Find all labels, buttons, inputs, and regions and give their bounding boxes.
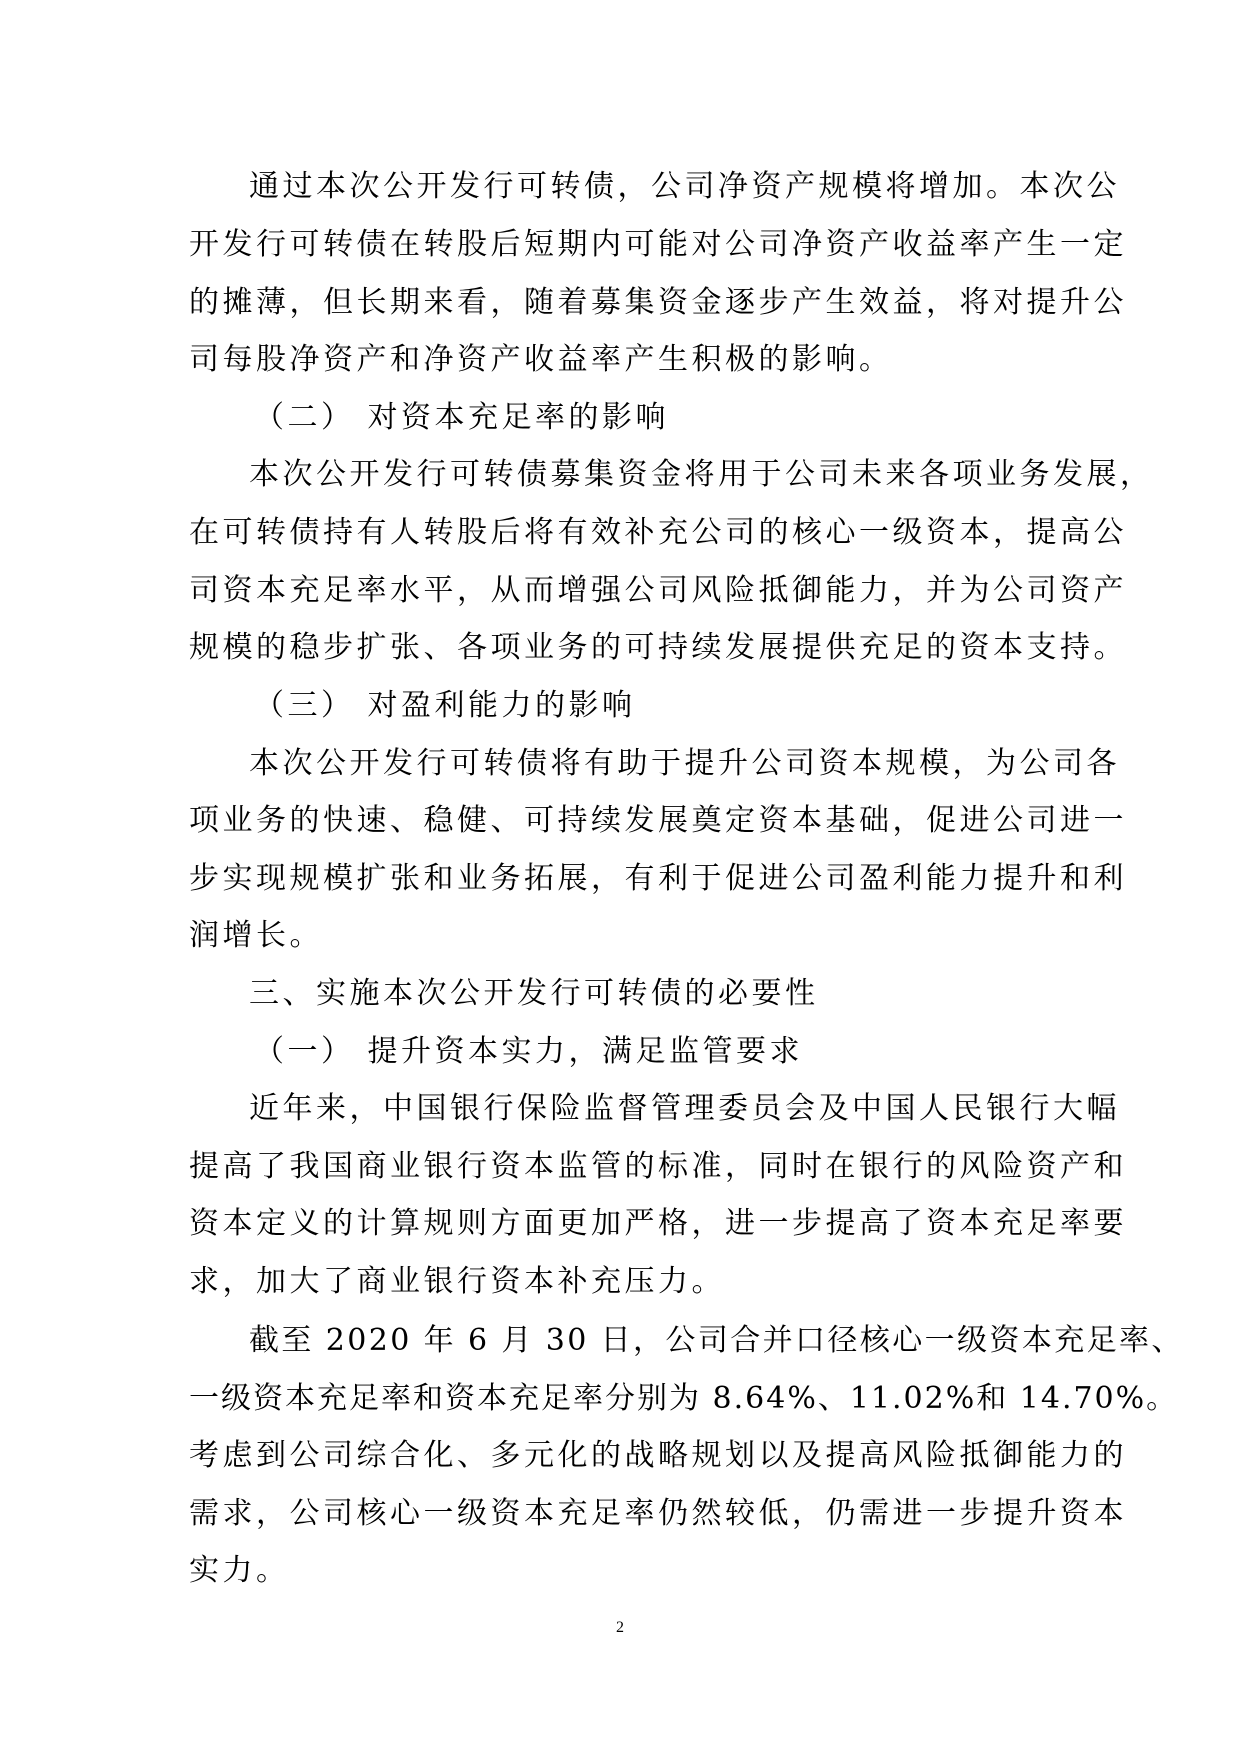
page-number: 2: [616, 1619, 624, 1636]
paragraph-line: 项业务的快速、稳健、可持续发展奠定资本基础，促进公司进一: [189, 803, 1127, 838]
section-heading: （三） 对盈利能力的影响: [254, 688, 636, 723]
paragraph-line: 润增长。: [189, 918, 323, 953]
paragraph-line: 提高了我国商业银行资本监管的标准，同时在银行的风险资产和: [189, 1149, 1127, 1184]
paragraph-line: 本次公开发行可转债募集资金将用于公司未来各项业务发展，: [249, 457, 1154, 492]
paragraph-line: 开发行可转债在转股后短期内可能对公司净资产收益率产生一定: [189, 227, 1127, 262]
section-heading: 三、实施本次公开发行可转债的必要性: [249, 976, 819, 1011]
paragraph-line: 在可转债持有人转股后将有效补充公司的核心一级资本，提高公: [189, 515, 1127, 550]
paragraph-line: 一级资本充足率和资本充足率分别为 8.64%、11.02%和 14.70%。: [189, 1381, 1179, 1416]
paragraph-line: 资本定义的计算规则方面更加严格，进一步提高了资本充足率要: [189, 1206, 1127, 1241]
section-heading: （一） 提升资本实力，满足监管要求: [254, 1034, 804, 1069]
paragraph-line: 司每股净资产和净资产收益率产生积极的影响。: [189, 342, 893, 377]
paragraph-line: 求，加大了商业银行资本补充压力。: [189, 1264, 725, 1299]
paragraph-line: 本次公开发行可转债将有助于提升公司资本规模，为公司各: [249, 746, 1120, 781]
paragraph-line: 需求，公司核心一级资本充足率仍然较低，仍需进一步提升资本: [189, 1496, 1127, 1531]
paragraph-line: 司资本充足率水平，从而增强公司风险抵御能力，并为公司资产: [189, 573, 1127, 608]
paragraph-line: 规模的稳步扩张、各项业务的可持续发展提供充足的资本支持。: [189, 630, 1127, 665]
paragraph-line: 通过本次公开发行可转债，公司净资产规模将增加。本次公: [249, 169, 1120, 204]
paragraph-line: 近年来，中国银行保险监督管理委员会及中国人民银行大幅: [249, 1091, 1120, 1126]
paragraph-line: 实力。: [189, 1553, 290, 1588]
paragraph-line: 的摊薄，但长期来看，随着募集资金逐步产生效益，将对提升公: [189, 285, 1127, 320]
section-heading: （二） 对资本充足率的影响: [254, 400, 670, 435]
paragraph-line: 考虑到公司综合化、多元化的战略规划以及提高风险抵御能力的: [189, 1438, 1127, 1473]
paragraph-line: 截至 2020 年 6 月 30 日，公司合并口径核心一级资本充足率、: [249, 1323, 1184, 1358]
paragraph-line: 步实现规模扩张和业务拓展，有利于促进公司盈利能力提升和利: [189, 861, 1127, 896]
